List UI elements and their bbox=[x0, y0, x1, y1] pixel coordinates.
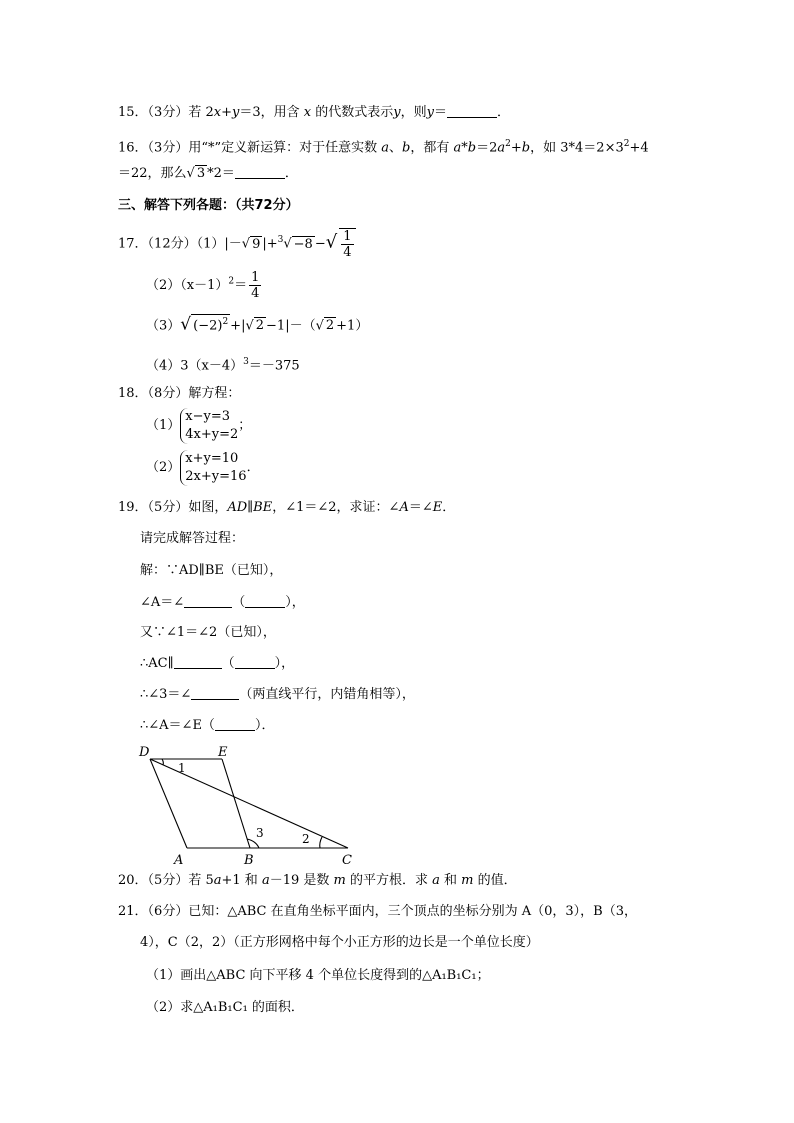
text: ． bbox=[284, 166, 298, 181]
text: 的值． bbox=[473, 873, 517, 888]
angle-2-arc bbox=[320, 837, 322, 848]
question-number: 21． bbox=[118, 904, 148, 919]
var: AD bbox=[227, 500, 248, 515]
label-angle-3: 3 bbox=[256, 826, 264, 840]
var: x bbox=[213, 105, 222, 120]
segment-eb bbox=[222, 759, 250, 848]
text: ＝ bbox=[433, 105, 447, 120]
text: 用“*”定义新运算：对于任意实数 bbox=[188, 140, 382, 156]
sqrt-sign: √ bbox=[245, 318, 254, 334]
var: b bbox=[402, 140, 411, 156]
text: |+ bbox=[262, 236, 278, 252]
label-a: A bbox=[174, 853, 184, 868]
denominator: 4 bbox=[343, 245, 352, 260]
solution-prompt: 请完成解答过程： bbox=[140, 531, 245, 546]
question-17-part4 bbox=[146, 352, 300, 376]
text: 的代数式表示 bbox=[311, 105, 394, 120]
denominator: 4 bbox=[251, 286, 260, 301]
exponent: 2 bbox=[222, 317, 229, 327]
radicand: −8 bbox=[293, 236, 313, 252]
text: 若 5 bbox=[188, 873, 214, 888]
text: ）， bbox=[285, 595, 305, 610]
text: （ bbox=[221, 656, 235, 671]
text: ）， bbox=[274, 656, 295, 671]
text: ，∠1＝∠2，求证：∠ bbox=[272, 500, 400, 515]
text: 和 bbox=[439, 873, 462, 888]
text: （ bbox=[232, 595, 246, 610]
part-label: （2） bbox=[146, 278, 181, 293]
section-heading: 三、解答下列各题：（共72分） bbox=[118, 198, 299, 213]
text: +| bbox=[230, 318, 246, 334]
equation: x−y=3 bbox=[185, 409, 231, 424]
var: a bbox=[213, 873, 222, 888]
text: 的平方根．求 bbox=[345, 873, 433, 888]
text: ＝22，那么 bbox=[118, 166, 187, 181]
score: （5分） bbox=[147, 500, 189, 515]
text: ＝2 bbox=[476, 140, 498, 156]
var: b bbox=[467, 140, 477, 156]
text: * bbox=[461, 140, 468, 156]
text: －19 是数 bbox=[269, 873, 334, 888]
score: （8分） bbox=[147, 386, 189, 401]
solution-step-3: 又∵∠1＝∠2（已知）， bbox=[140, 625, 276, 640]
answer-blank[interactable] bbox=[245, 593, 285, 608]
solution-step-1: 解：∵AD∥BE（已知）， bbox=[140, 563, 283, 578]
label-e: E bbox=[218, 745, 228, 760]
answer-blank[interactable] bbox=[235, 654, 275, 669]
question-16-line2 bbox=[118, 164, 298, 184]
question-number: 15． bbox=[118, 105, 148, 120]
numerator: 1 bbox=[251, 270, 260, 285]
question-21 bbox=[118, 902, 637, 922]
text: ． bbox=[496, 105, 510, 120]
text: 、 bbox=[389, 140, 403, 156]
var: a bbox=[381, 140, 390, 156]
question-18 bbox=[118, 384, 240, 404]
question-17 bbox=[118, 228, 358, 260]
label-d: D bbox=[139, 745, 150, 760]
sqrt-sign: √ bbox=[315, 318, 324, 334]
part-label: （1） bbox=[196, 236, 225, 252]
text: 如图， bbox=[188, 500, 228, 515]
var: BE bbox=[253, 500, 273, 515]
text: ∴∠3＝∠ bbox=[140, 687, 192, 702]
exponent: 3 bbox=[243, 357, 249, 367]
text: ∴∠A＝∠E（ bbox=[140, 718, 215, 733]
label-angle-2: 2 bbox=[302, 832, 310, 846]
text: ＝ bbox=[234, 278, 248, 293]
geometry-figure bbox=[130, 740, 360, 868]
score: （3分） bbox=[147, 140, 189, 156]
var: x bbox=[303, 105, 312, 120]
text: |－ bbox=[224, 236, 242, 252]
solution-step-4 bbox=[140, 654, 294, 674]
exponent: 2 bbox=[228, 276, 235, 287]
root-index: 3 bbox=[277, 235, 284, 246]
text: ，如 3*4＝2×3 bbox=[530, 140, 624, 156]
var: y bbox=[426, 105, 434, 120]
text: ，则 bbox=[400, 105, 427, 120]
text: ）． bbox=[254, 718, 275, 733]
var: y bbox=[393, 105, 401, 120]
question-16 bbox=[118, 134, 649, 158]
text: *2＝ bbox=[207, 166, 235, 181]
text: ＝∠ bbox=[408, 500, 433, 515]
question-20 bbox=[118, 871, 517, 891]
exponent: 2 bbox=[505, 139, 511, 149]
var: E bbox=[432, 500, 443, 515]
question-21-line2: 4），C（2，2）（正方形网格中每个小正方形的边长是一个单位长度） bbox=[140, 935, 539, 950]
sqrt-sign: √ bbox=[325, 231, 338, 253]
text: +1） bbox=[336, 318, 369, 334]
radicand: 3 bbox=[196, 166, 206, 181]
text: （两直线平行，内错角相等）， bbox=[239, 687, 415, 702]
answer-blank[interactable] bbox=[447, 103, 497, 118]
var: a bbox=[453, 140, 462, 156]
part-label: （2） bbox=[146, 460, 181, 475]
text: ． bbox=[246, 460, 260, 475]
equation: 2x+y=16 bbox=[185, 469, 247, 484]
question-19 bbox=[118, 498, 455, 518]
question-number: 16． bbox=[118, 140, 148, 156]
text: 3（x－4） bbox=[180, 358, 244, 374]
text: ． bbox=[442, 500, 456, 515]
radicand bbox=[191, 314, 230, 333]
text: (−2) bbox=[193, 318, 223, 334]
text: ∴AC∥ bbox=[140, 656, 174, 671]
sqrt-sign: √ bbox=[283, 236, 292, 252]
question-18-part2 bbox=[146, 450, 260, 486]
equation: 4x+y=2 bbox=[185, 427, 239, 442]
text: + bbox=[510, 140, 522, 156]
text: +4 bbox=[629, 140, 649, 156]
question-17-part3 bbox=[146, 314, 368, 336]
question-17-part2 bbox=[146, 270, 263, 301]
answer-blank[interactable] bbox=[215, 716, 255, 731]
label-c: C bbox=[342, 853, 352, 868]
radicand: 2 bbox=[255, 318, 265, 334]
question-15 bbox=[118, 103, 510, 123]
var: y bbox=[231, 105, 240, 120]
equation-system bbox=[180, 408, 238, 444]
fraction bbox=[339, 228, 355, 260]
equation: x+y=10 bbox=[185, 451, 239, 466]
text: （x－1） bbox=[180, 278, 229, 293]
var: m bbox=[333, 873, 346, 888]
text: −1|－（ bbox=[266, 318, 316, 334]
part-label: （4） bbox=[146, 358, 181, 374]
text: +1 和 bbox=[221, 873, 262, 888]
var: m bbox=[461, 873, 474, 888]
radicand: 9 bbox=[252, 236, 261, 252]
label-angle-1: 1 bbox=[178, 761, 186, 775]
question-number: 19． bbox=[118, 500, 148, 515]
sqrt-sign: √ bbox=[180, 314, 192, 335]
part-label: （3） bbox=[146, 318, 181, 334]
text: − bbox=[314, 236, 326, 252]
var: A bbox=[399, 500, 409, 515]
solution-step-5 bbox=[140, 685, 415, 705]
question-21-part2: （2）求△A₁B₁C₁ 的面积． bbox=[146, 1000, 304, 1015]
question-number: 20． bbox=[118, 873, 148, 888]
sqrt-sign: √ bbox=[241, 236, 251, 252]
text: ＝3，用含 bbox=[239, 105, 304, 120]
var: b bbox=[521, 140, 531, 156]
text: ，都有 bbox=[410, 140, 454, 156]
question-number: 18． bbox=[118, 386, 148, 401]
score: （5分） bbox=[147, 873, 189, 888]
question-number: 17． bbox=[118, 236, 148, 252]
score: （6分） bbox=[147, 904, 189, 919]
solution-step-6 bbox=[140, 716, 274, 736]
radicand: 2 bbox=[325, 318, 335, 334]
sqrt-sign: √ bbox=[186, 166, 195, 181]
answer-blank[interactable] bbox=[184, 593, 232, 608]
part-label: （1） bbox=[146, 418, 181, 433]
text: 若 2 bbox=[188, 105, 214, 120]
equation-system bbox=[180, 450, 246, 486]
text: 解方程： bbox=[188, 386, 241, 401]
solution-step-2 bbox=[140, 593, 305, 613]
text: ； bbox=[238, 418, 252, 433]
text: + bbox=[221, 105, 232, 120]
score: （3分） bbox=[147, 105, 189, 120]
text: ∥ bbox=[247, 500, 254, 515]
var: a bbox=[432, 873, 440, 888]
text: ∠A＝∠ bbox=[140, 595, 185, 610]
var: a bbox=[497, 140, 506, 156]
question-18-part1 bbox=[146, 408, 251, 444]
answer-blank[interactable] bbox=[235, 164, 285, 179]
label-b: B bbox=[244, 853, 254, 868]
text: ＝－375 bbox=[248, 358, 300, 374]
fraction bbox=[249, 270, 261, 301]
exponent: 2 bbox=[623, 139, 630, 149]
numerator: 1 bbox=[343, 229, 352, 244]
var: a bbox=[261, 873, 270, 888]
answer-blank[interactable] bbox=[191, 685, 239, 700]
score: （12分） bbox=[147, 236, 197, 252]
answer-blank[interactable] bbox=[174, 654, 222, 669]
text: 已知：△ABC 在直角坐标平面内，三个顶点的坐标分别为 A（0，3），B（3， bbox=[188, 904, 637, 919]
question-21-part1: （1）画出△ABC 向下平移 4 个单位长度得到的△A₁B₁C₁； bbox=[146, 968, 490, 983]
